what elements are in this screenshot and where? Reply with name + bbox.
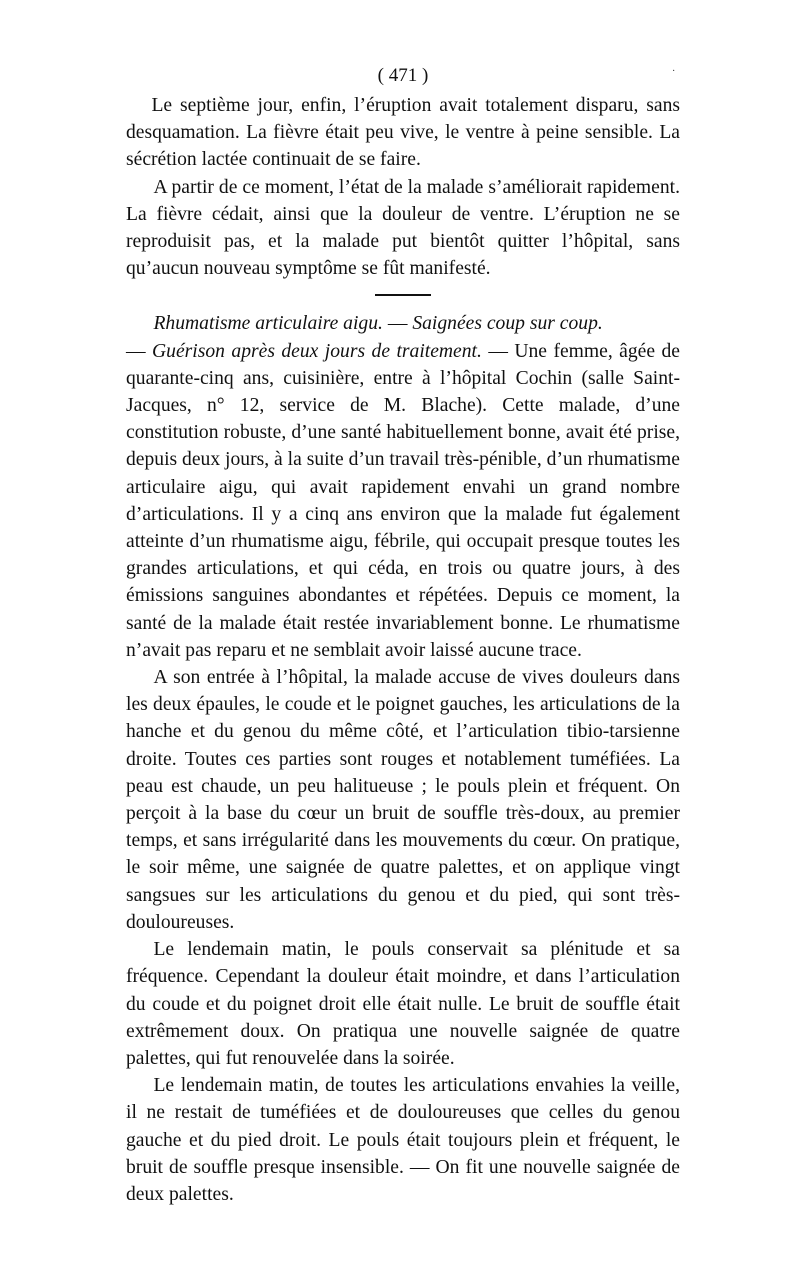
- case-title-separator: —: [481, 340, 515, 362]
- section-divider: [375, 294, 431, 296]
- paragraph-recovery: A partir de ce moment, l’état de la malade s’améliorait rapidement. La fièvre cédait, ainsi que la douleur de ventre. L’éruption ne se reproduisit pas, et la malade put bientôt quitter l’hôpital, sans qu’aucun nouveau symptôme se fût manifesté.: [126, 176, 680, 280]
- page-body: [126, 62, 680, 1208]
- paragraph-next-morning: Le lendemain matin, le pouls conservait sa plénitude et sa fréquence. Cependant la douleur était moindre, et dans l’articulation du coude et du poignet droit elle était nulle. Le bruit de souffle était extrêmement doux. On pratiqua une nouvelle saignée de quatre palettes, qui fut renouvelée dans la soirée.: [126, 939, 680, 1069]
- page-number: ( 471 ): [377, 65, 429, 86]
- paragraph-following-morning: Le lendemain matin, de toutes les articulations envahies la veille, il ne restait de tuméfiées et de douloureuses que celles du genou gauche et du pied droit. Le pouls était toujours plein et fréquent, le bruit de souffle presque insensible. — On fit une nouvelle saignée de deux palettes.: [126, 1075, 680, 1205]
- case-title-separator: —: [126, 340, 153, 362]
- case-intro-text: Une femme, âgée de quarante-cinq ans, cuisinière, entre à l’hôpital Cochin (salle Saint-Jacques, n° 12, service de M. Blache). Cette malade, d’une constitution robuste, d’une santé habituellement bonne, avait été prise, depuis deux jours, à la suite d’un travail très-pénible, d’un rhumatisme articulaire aigu, qui avait rapidement envahi un grand nombre d’articulations. Il y a cinq ans environ que la malade fut également atteinte d’un rhumatisme aigu, fébrile, qui occupait presque toutes les grandes articulations, et qui céda, en trois ou quatre jours, à des émissions sanguines abondantes et répétées. Depuis ce moment, la santé de la malade était restée invariablement bonne. Le rhumatisme n’avait pas reparu et ne semblait avoir laissé aucune trace.: [126, 340, 680, 661]
- paragraph-admission: A son entrée à l’hôpital, la malade accuse de vives douleurs dans les deux épaules, le coude et le poignet gauches, les articulations de la hanche et du genou du même côté, et l’articulation tibio-tarsienne droite. Toutes ces parties sont rouges et notablement tuméfiées. La peau est chaude, un peu halitueuse ; le pouls plein et fréquent. On perçoit à la base du cœur un bruit de souffle très-doux, au premier temps, et sans irrégularité dans les mouvements du cœur. On pratique, le soir même, une saignée de quatre palettes, et on applique vingt sangsues sur les articulations du genou et du pied, qui sont très-douloureuses.: [126, 667, 680, 933]
- paragraph-eruption: Le septième jour, enfin, l’éruption avait totalement disparu, sans desquamation. La fièvre était peu vive, le ventre à peine sensible. La sécrétion lactée continuait de se faire.: [126, 95, 680, 171]
- case-title-treatment: Saignées coup sur coup.: [412, 313, 603, 335]
- stray-mark: ·: [672, 66, 676, 77]
- case-title-diagnosis: Rhumatisme articulaire aigu.: [153, 313, 383, 335]
- case-title-outcome: Guérison après deux jours de traitement.: [152, 340, 482, 362]
- case-title-separator: —: [382, 313, 413, 335]
- case-paragraph: [126, 310, 680, 664]
